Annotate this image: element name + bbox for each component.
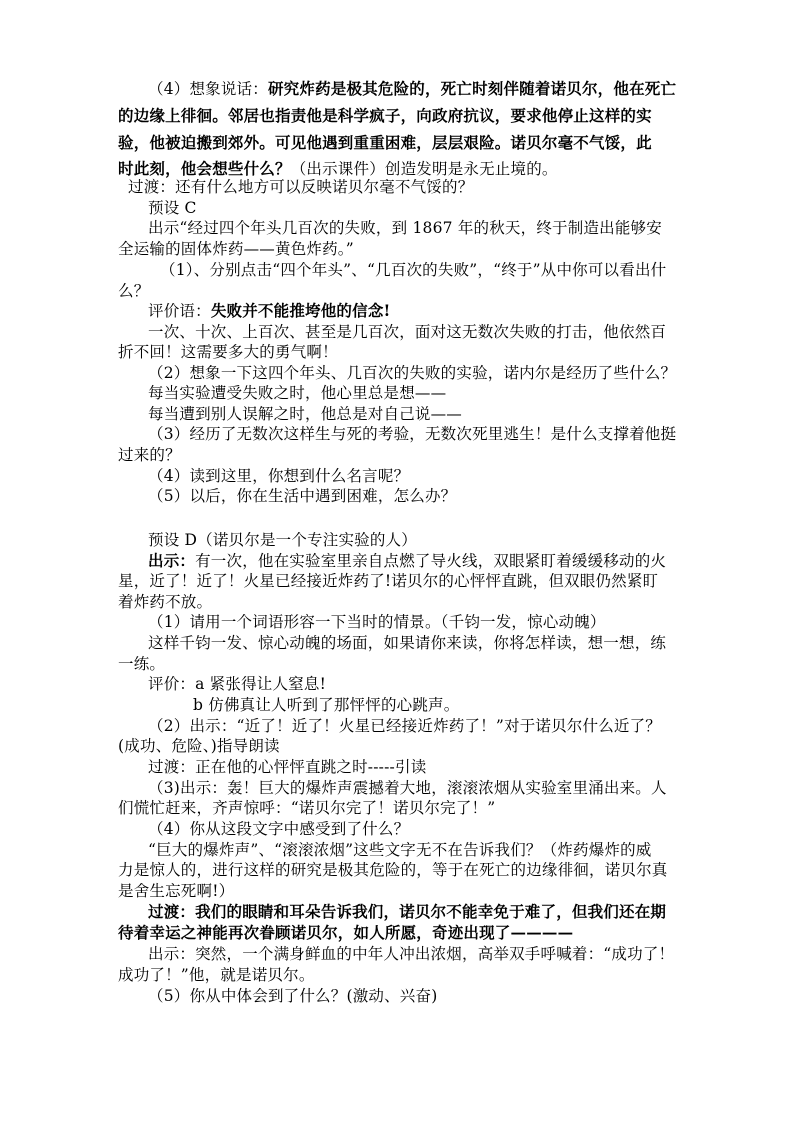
text-segment: 过渡：正在他的心怦怦直跳之时-----引读 (148, 758, 427, 776)
text-segment: （出示课件）创造发明是永无止境的。 (290, 160, 558, 178)
text-segment: 是舍生忘死啊!） (118, 882, 235, 900)
text-line (148, 985, 437, 1007)
text-segment: 着炸药不放。 (118, 593, 213, 611)
bold-text-segment: 出示： (148, 551, 196, 570)
text-segment: b 仿佛真让人听到了那怦怦的心跳声。 (193, 696, 460, 714)
text-segment: 预设 C (148, 199, 197, 217)
text-line (148, 611, 606, 633)
text-line (118, 922, 573, 944)
text-line (148, 217, 662, 239)
bold-text-segment: 待着幸运之神能再次眷顾诺贝尔，如人所愿，奇迹出现了———— (118, 923, 574, 942)
bold-text-segment: 失败并不能推垮他的信念! (210, 301, 391, 320)
text-segment: （3）经历了无数次这样生与死的考验，无数次死里逃生！是什么支撑着他挺 (148, 425, 677, 443)
text-segment: （5）你从中体会到了什么？(激动、兴奋) (148, 987, 438, 1005)
text-segment: 评价：a 紧张得让人窒息! (148, 675, 326, 693)
text-line (118, 964, 315, 986)
text-line (118, 444, 181, 466)
text-segment: 们慌忙赶来，齐声惊呼：“诺贝尔完了！诺贝尔完了！” (118, 799, 496, 817)
text-line (148, 715, 661, 737)
text-segment: （4）想象说话： (148, 80, 268, 98)
text-segment: 过来的？ (118, 446, 181, 464)
text-line (118, 880, 234, 902)
text-line (148, 943, 674, 965)
text-line (118, 591, 212, 613)
text-line (148, 485, 456, 507)
text-line (118, 280, 149, 302)
text-segment: （2）想象一下这四个年头、几百次的失败的实验，诺内尔是经历了些什么？ (148, 364, 677, 382)
text-line (148, 632, 666, 654)
text-line (118, 132, 652, 154)
text-segment: （4）你从这段文字中感受到了什么？ (148, 820, 410, 838)
text-segment: 每当遭到别人误解之时，他总是对自己说—— (148, 405, 463, 423)
text-segment: 每当实验遭受失败之时，他心里总是想—— (148, 384, 447, 402)
text-line (148, 362, 676, 384)
bold-text-segment: 研究炸药是极其危险的，死亡时刻伴随着诺贝尔，他在死亡 (267, 79, 677, 98)
text-line (118, 859, 668, 881)
text-line (148, 465, 409, 487)
text-segment: (成功、危险、)指导朗读 (118, 737, 280, 755)
text-segment: （1）、分别点击“四个年头”、“几百次的失败”，“终于”从中你可以看出什 (160, 261, 667, 279)
text-line (118, 105, 652, 127)
text-line (148, 403, 462, 425)
text-line (148, 423, 676, 445)
text-segment: 一练。 (118, 655, 166, 673)
bold-text-segment: 验，他被迫搬到郊外。可见他遇到重重困难，层层艰险。诺贝尔毫不气馁，此 (118, 133, 652, 152)
text-line (148, 529, 417, 551)
text-line (118, 735, 280, 757)
text-segment: 出示：突然，一个满身鲜血的中年人冲出浓烟，高举双手呼喊着：“成功了！ (148, 945, 675, 963)
text-segment: 星，近了！近了！火星已经接近炸药了!诺贝尔的心怦怦直跳，但双眼仍然紧盯 (118, 572, 659, 590)
text-line (118, 797, 495, 819)
text-line (118, 341, 338, 363)
text-line (148, 673, 326, 695)
text-segment: 么？ (118, 282, 150, 300)
text-line (128, 176, 473, 198)
text-segment: “巨大的爆炸声”、“滚滚浓烟”这些文字无不在告诉我们？（炸药爆炸的威 (148, 841, 652, 859)
text-segment: （2）出示：“近了！近了！火星已经接近炸药了！”对于诺贝尔什么近了？ (148, 717, 662, 735)
text-segment: 预设 D（诺贝尔是一个专注实验的人） (148, 531, 417, 549)
bold-text-segment: 时此刻，他会想些什么？ (118, 159, 291, 178)
text-segment: （5）以后，你在生活中遇到困难，怎么办？ (148, 487, 457, 505)
text-line (148, 777, 667, 799)
text-line (160, 259, 666, 281)
text-segment: 有一次，他在实验室里亲自点燃了导火线，双眼紧盯着缓缓移动的火 (195, 552, 667, 570)
text-segment: 全运输的固体炸药——黄色炸药。” (118, 240, 354, 258)
bold-text-segment: 的边缘上徘徊。邻居也指责他是科学疯子，向政府抗议，要求他停止这样的实 (118, 106, 652, 125)
text-line (148, 321, 666, 343)
text-line (148, 839, 652, 861)
text-segment: 折不回！这需要多大的勇气啊！ (118, 343, 338, 361)
text-segment: 过渡：还有什么地方可以反映诺贝尔毫不气馁的？ (128, 178, 474, 196)
text-segment: 力是惊人的，进行这样的研究是极其危险的，等于在死亡的边缘徘徊，诺贝尔真 (118, 861, 668, 879)
text-line (148, 550, 666, 572)
text-line (148, 818, 409, 840)
text-segment: （3)出示：轰！巨大的爆炸声震撼着大地，滚滚浓烟从实验室里涌出来。人 (148, 779, 667, 797)
text-segment: （1）请用一个词语形容一下当时的情景。（千钧一发，惊心动魄） (148, 613, 606, 631)
text-segment: 这样千钧一发、惊心动魄的场面，如果请你来读，你将怎样读，想一想，练 (148, 634, 667, 652)
text-line (118, 570, 658, 592)
text-line (193, 694, 459, 716)
text-segment: 评价语： (148, 302, 211, 320)
text-line (118, 238, 354, 260)
text-segment: 成功了！”他，就是诺贝尔。 (118, 966, 315, 984)
text-segment: 一次、十次、上百次、甚至是几百次，面对这无数次失败的打击，他依然百 (148, 323, 667, 341)
text-line (148, 197, 197, 219)
text-line (148, 300, 391, 322)
text-line (148, 901, 666, 923)
text-segment: 出示“经过四个年头几百次的失败，到 1867 年的秋天，终于制造出能够安 (148, 219, 662, 237)
text-line (148, 382, 446, 404)
text-segment: （4）读到这里，你想到什么名言呢？ (148, 467, 410, 485)
bold-text-segment: 过渡：我们的眼睛和耳朵告诉我们，诺贝尔不能幸免于难了，但我们还在期 (148, 902, 667, 921)
text-line (148, 756, 426, 778)
text-line (118, 653, 165, 675)
text-line (148, 78, 676, 100)
